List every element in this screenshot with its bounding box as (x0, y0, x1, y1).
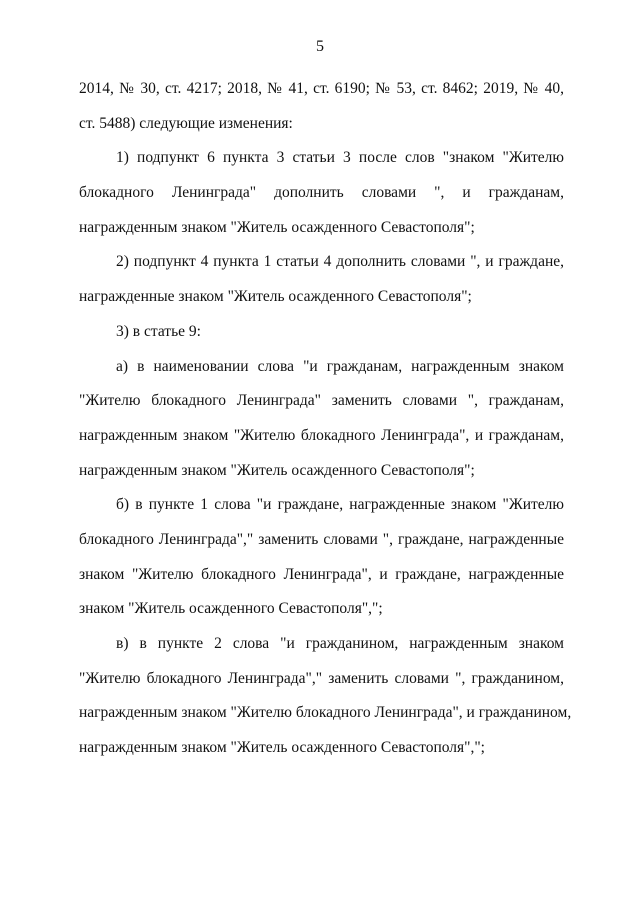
text-line: б) в пункте 1 слова "и граждане, награжденные знаком "Жителю (116, 496, 564, 514)
text-line: "Жителю блокадного Ленинграда"," заменить словами ", гражданином, (79, 669, 564, 687)
text-line: знаком "Житель осажденного Севастополя","; (79, 600, 383, 618)
text-line: блокадного Ленинграда"," заменить словами ", граждане, награжденные (79, 530, 564, 548)
text-line: "Жителю блокадного Ленинграда" заменить словами ", гражданам, (79, 392, 564, 410)
text-line: в) в пункте 2 слова "и гражданином, награжденным знаком (116, 635, 564, 652)
text-line: ст. 5488) следующие изменения: (79, 114, 293, 132)
text-line: а) в наименовании слова "и гражданам, награжденным знаком (116, 357, 564, 375)
text-line: награжденным знаком "Житель осажденного Севастополя"; (79, 218, 475, 236)
text-line: награжденные знаком "Житель осажденного Севастополя"; (79, 288, 472, 306)
document-body (79, 72, 572, 766)
text-line: награжденным знаком "Жителю блокадного Ленинграда", и гражданином, (79, 704, 572, 722)
text-line: блокадного Ленинграда" дополнить словами ", и гражданам, (79, 184, 564, 202)
text-line: 2) подпункт 4 пункта 1 статьи 4 дополнить словами ", и граждане, (116, 253, 564, 271)
text-line: 3) в статье 9: (116, 322, 201, 340)
page-number: 5 (316, 38, 324, 55)
text-line: награжденным знаком "Житель осажденного Севастополя","; (79, 739, 485, 757)
text-line: 2014, № 30, ст. 4217; 2018, № 41, ст. 6190; № 53, ст. 8462; 2019, № 40, (79, 80, 564, 97)
text-line: 1) подпункт 6 пункта 3 статьи 3 после слов "знаком "Жителю (116, 149, 564, 167)
text-line: награжденным знаком "Жителю блокадного Ленинграда", и гражданам, (79, 426, 564, 444)
text-line: знаком "Жителю блокадного Ленинграда", и граждане, награжденные (79, 565, 564, 583)
text-line: награжденным знаком "Житель осажденного Севастополя"; (79, 461, 475, 479)
